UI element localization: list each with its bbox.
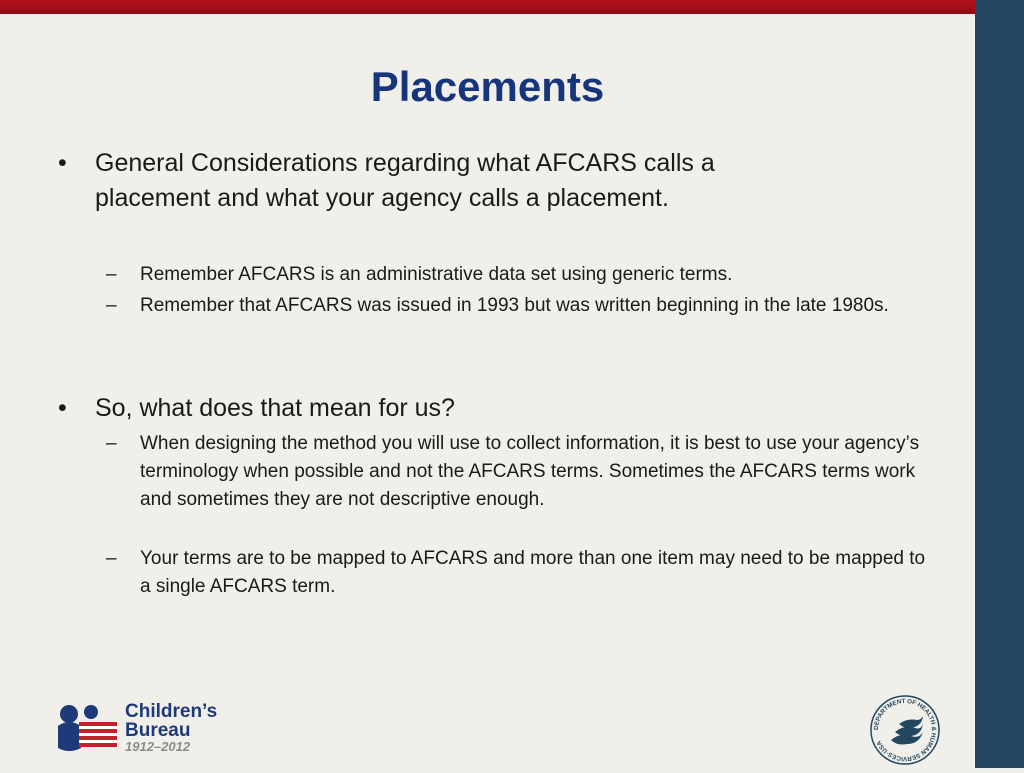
sub-bullet-text: When designing the method you will use to collect information, it is best to use your agency’s terminology when possible and not the AFCARS terms. Sometimes the AFCARS terms work and sometimes they are not descriptive enough. (140, 433, 920, 510)
top-accent-bar (0, 0, 975, 14)
bullet-item (58, 146, 835, 216)
hhs-eagle-seal-icon (867, 692, 943, 768)
sub-bullet-text: Your terms are to be mapped to AFCARS and more than one item may need to be mapped to a single AFCARS term. (140, 548, 926, 597)
childrens-bureau-emblem-icon (55, 702, 119, 754)
sub-bullet-text: Remember that AFCARS was issued in 1993 but was written beginning in the late 1980s. (140, 295, 889, 316)
bullet-text: General Considerations regarding what AFCARS calls a placement and what your agency calls a placement. (95, 149, 715, 212)
bullet-mark: • (58, 149, 67, 177)
bullet-mark: • (58, 394, 67, 422)
childrens-bureau-logo (55, 700, 225, 756)
bullet-item (58, 391, 835, 426)
sub-bullet-text: Remember AFCARS is an administrative data set using generic terms. (140, 264, 733, 285)
seal-text: DEPARTMENT OF HEALTH & HUMAN SERVICES·USA (872, 697, 938, 763)
logo-years: 1912–2012 (125, 739, 191, 754)
dash-mark: – (106, 433, 117, 454)
right-side-band (975, 0, 1024, 768)
sub-bullet-item (106, 292, 930, 320)
logo-text-line2: Bureau (125, 720, 191, 741)
bullet-text: So, what does that mean for us? (95, 394, 455, 422)
sub-bullet-item (106, 545, 930, 601)
logo-text-line1: Children’s (125, 701, 218, 722)
sub-bullet-item (106, 261, 930, 289)
dash-mark: – (106, 264, 117, 285)
dash-mark: – (106, 548, 117, 569)
slide-title: Placements (370, 63, 605, 110)
sub-bullet-item (106, 430, 930, 514)
dash-mark: – (106, 295, 117, 316)
hhs-seal-logo (867, 692, 943, 768)
